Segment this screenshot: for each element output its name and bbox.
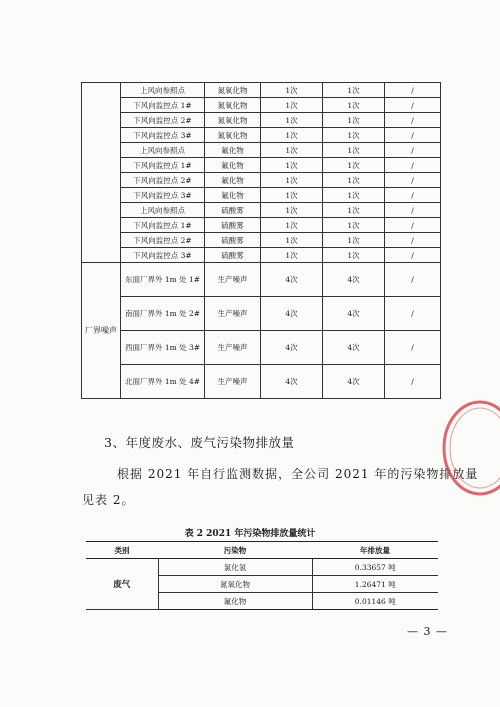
- pollutant-cell: 生产噪声: [205, 331, 261, 365]
- note-cell: /: [385, 113, 441, 128]
- note-cell: /: [385, 98, 441, 113]
- note-cell: /: [385, 188, 441, 203]
- header-pollutant: 污染物: [158, 542, 312, 559]
- point-cell: 下风向监控点 1#: [121, 158, 205, 173]
- table-row: [82, 143, 441, 158]
- table-row: [82, 128, 441, 143]
- point-cell: 西面厂界外 1m 处 3#: [121, 331, 205, 365]
- actual-cell: 1次: [323, 248, 385, 263]
- point-cell: 下风向监控点 3#: [121, 188, 205, 203]
- table-row: [82, 158, 441, 173]
- amount-cell: 1.26471 吨: [312, 576, 438, 593]
- note-cell: /: [385, 173, 441, 188]
- actual-cell: 1次: [323, 143, 385, 158]
- group-label-cell: 厂界噪声: [82, 263, 121, 399]
- company-seal-stamp: [440, 393, 500, 503]
- pollutant-cell: 氟化物: [158, 593, 312, 610]
- pollutant-cell: 氮氧化物: [205, 128, 261, 143]
- table-row: [82, 83, 441, 98]
- actual-cell: 1次: [323, 188, 385, 203]
- planned-cell: 1次: [261, 248, 323, 263]
- note-cell: /: [385, 128, 441, 143]
- table-row: [82, 331, 441, 365]
- planned-cell: 1次: [261, 113, 323, 128]
- pollutant-cell: 氮氧化物: [158, 576, 312, 593]
- pollutant-cell: 氮氧化物: [205, 83, 261, 98]
- pollutant-cell: 硫酸雾: [205, 203, 261, 218]
- table-row: [82, 203, 441, 218]
- planned-cell: 1次: [261, 158, 323, 173]
- pollutant-cell: 硫酸雾: [205, 218, 261, 233]
- monitoring-table: [81, 82, 441, 399]
- planned-cell: 1次: [261, 173, 323, 188]
- section-heading: 3、年度废水、废气污染物排放量: [104, 435, 295, 450]
- planned-cell: 1次: [261, 98, 323, 113]
- paragraph-line-2: 见表 2。: [82, 493, 135, 507]
- table-row: [82, 365, 441, 399]
- amount-cell: 0.01146 吨: [312, 593, 438, 610]
- planned-cell: 1次: [261, 143, 323, 158]
- note-cell: /: [385, 331, 441, 365]
- table-row: [82, 263, 441, 297]
- table-row: [82, 233, 441, 248]
- actual-cell: 1次: [323, 128, 385, 143]
- planned-cell: 1次: [261, 203, 323, 218]
- table-row: [82, 113, 441, 128]
- group-label-cell: [82, 83, 121, 263]
- point-cell: 下风向监控点 1#: [121, 98, 205, 113]
- note-cell: /: [385, 143, 441, 158]
- actual-cell: 1次: [323, 158, 385, 173]
- pollutant-cell: 氮氧化物: [205, 98, 261, 113]
- point-cell: 下风向监控点 1#: [121, 218, 205, 233]
- note-cell: /: [385, 158, 441, 173]
- table2-caption: 表 2 2021 年污染物排放量统计: [184, 529, 316, 539]
- planned-cell: 1次: [261, 218, 323, 233]
- header-amount: 年排放量: [312, 542, 438, 559]
- actual-cell: 4次: [323, 297, 385, 331]
- planned-cell: 1次: [261, 233, 323, 248]
- note-cell: /: [385, 263, 441, 297]
- actual-cell: 4次: [323, 331, 385, 365]
- actual-cell: 1次: [323, 218, 385, 233]
- pollutant-cell: 硫酸雾: [205, 233, 261, 248]
- planned-cell: 4次: [261, 263, 323, 297]
- table-row: [82, 98, 441, 113]
- category-cell: 废气: [86, 559, 158, 610]
- point-cell: 下风向监控点 2#: [121, 113, 205, 128]
- note-cell: /: [385, 83, 441, 98]
- point-cell: 南面厂界外 1m 处 2#: [121, 297, 205, 331]
- table-row: [82, 188, 441, 203]
- note-cell: /: [385, 248, 441, 263]
- actual-cell: 4次: [323, 365, 385, 399]
- table-row: [86, 559, 438, 576]
- pollutant-cell: 氟化物: [205, 143, 261, 158]
- emission-table: [86, 541, 438, 610]
- planned-cell: 4次: [261, 331, 323, 365]
- point-cell: 下风向监控点 2#: [121, 173, 205, 188]
- planned-cell: 1次: [261, 128, 323, 143]
- planned-cell: 1次: [261, 83, 323, 98]
- table-row: [82, 218, 441, 233]
- actual-cell: 1次: [323, 203, 385, 218]
- planned-cell: 1次: [261, 188, 323, 203]
- paragraph-line-1: 根据 2021 年自行监测数据，全公司 2021 年的污染物排放量: [117, 467, 479, 481]
- pollutant-cell: 氟化物: [205, 158, 261, 173]
- actual-cell: 1次: [323, 83, 385, 98]
- pollutant-cell: 生产噪声: [205, 365, 261, 399]
- actual-cell: 1次: [323, 98, 385, 113]
- actual-cell: 4次: [323, 263, 385, 297]
- header-category: 类别: [86, 542, 158, 559]
- table-row: [82, 248, 441, 263]
- point-cell: 下风向监控点 2#: [121, 233, 205, 248]
- point-cell: 上风向参照点: [121, 203, 205, 218]
- point-cell: 下风向监控点 3#: [121, 248, 205, 263]
- point-cell: 东面厂界外 1m 处 1#: [121, 263, 205, 297]
- point-cell: 上风向参照点: [121, 83, 205, 98]
- pollutant-cell: 生产噪声: [205, 263, 261, 297]
- pollutant-cell: 生产噪声: [205, 297, 261, 331]
- page-number: — 3 —: [407, 625, 448, 638]
- point-cell: 下风向监控点 3#: [121, 128, 205, 143]
- note-cell: /: [385, 218, 441, 233]
- pollutant-cell: 硫酸雾: [205, 248, 261, 263]
- pollutant-cell: 氟化物: [205, 188, 261, 203]
- note-cell: /: [385, 297, 441, 331]
- table-row: [82, 173, 441, 188]
- point-cell: 上风向参照点: [121, 143, 205, 158]
- actual-cell: 1次: [323, 233, 385, 248]
- pollutant-cell: 氮氧化物: [205, 113, 261, 128]
- note-cell: /: [385, 203, 441, 218]
- pollutant-cell: 氟化物: [205, 173, 261, 188]
- pollutant-cell: 氯化氢: [158, 559, 312, 576]
- actual-cell: 1次: [323, 113, 385, 128]
- planned-cell: 4次: [261, 297, 323, 331]
- amount-cell: 0.33657 吨: [312, 559, 438, 576]
- note-cell: /: [385, 365, 441, 399]
- planned-cell: 4次: [261, 365, 323, 399]
- table-row: [82, 297, 441, 331]
- note-cell: /: [385, 233, 441, 248]
- actual-cell: 1次: [323, 173, 385, 188]
- point-cell: 北面厂界外 1m 处 4#: [121, 365, 205, 399]
